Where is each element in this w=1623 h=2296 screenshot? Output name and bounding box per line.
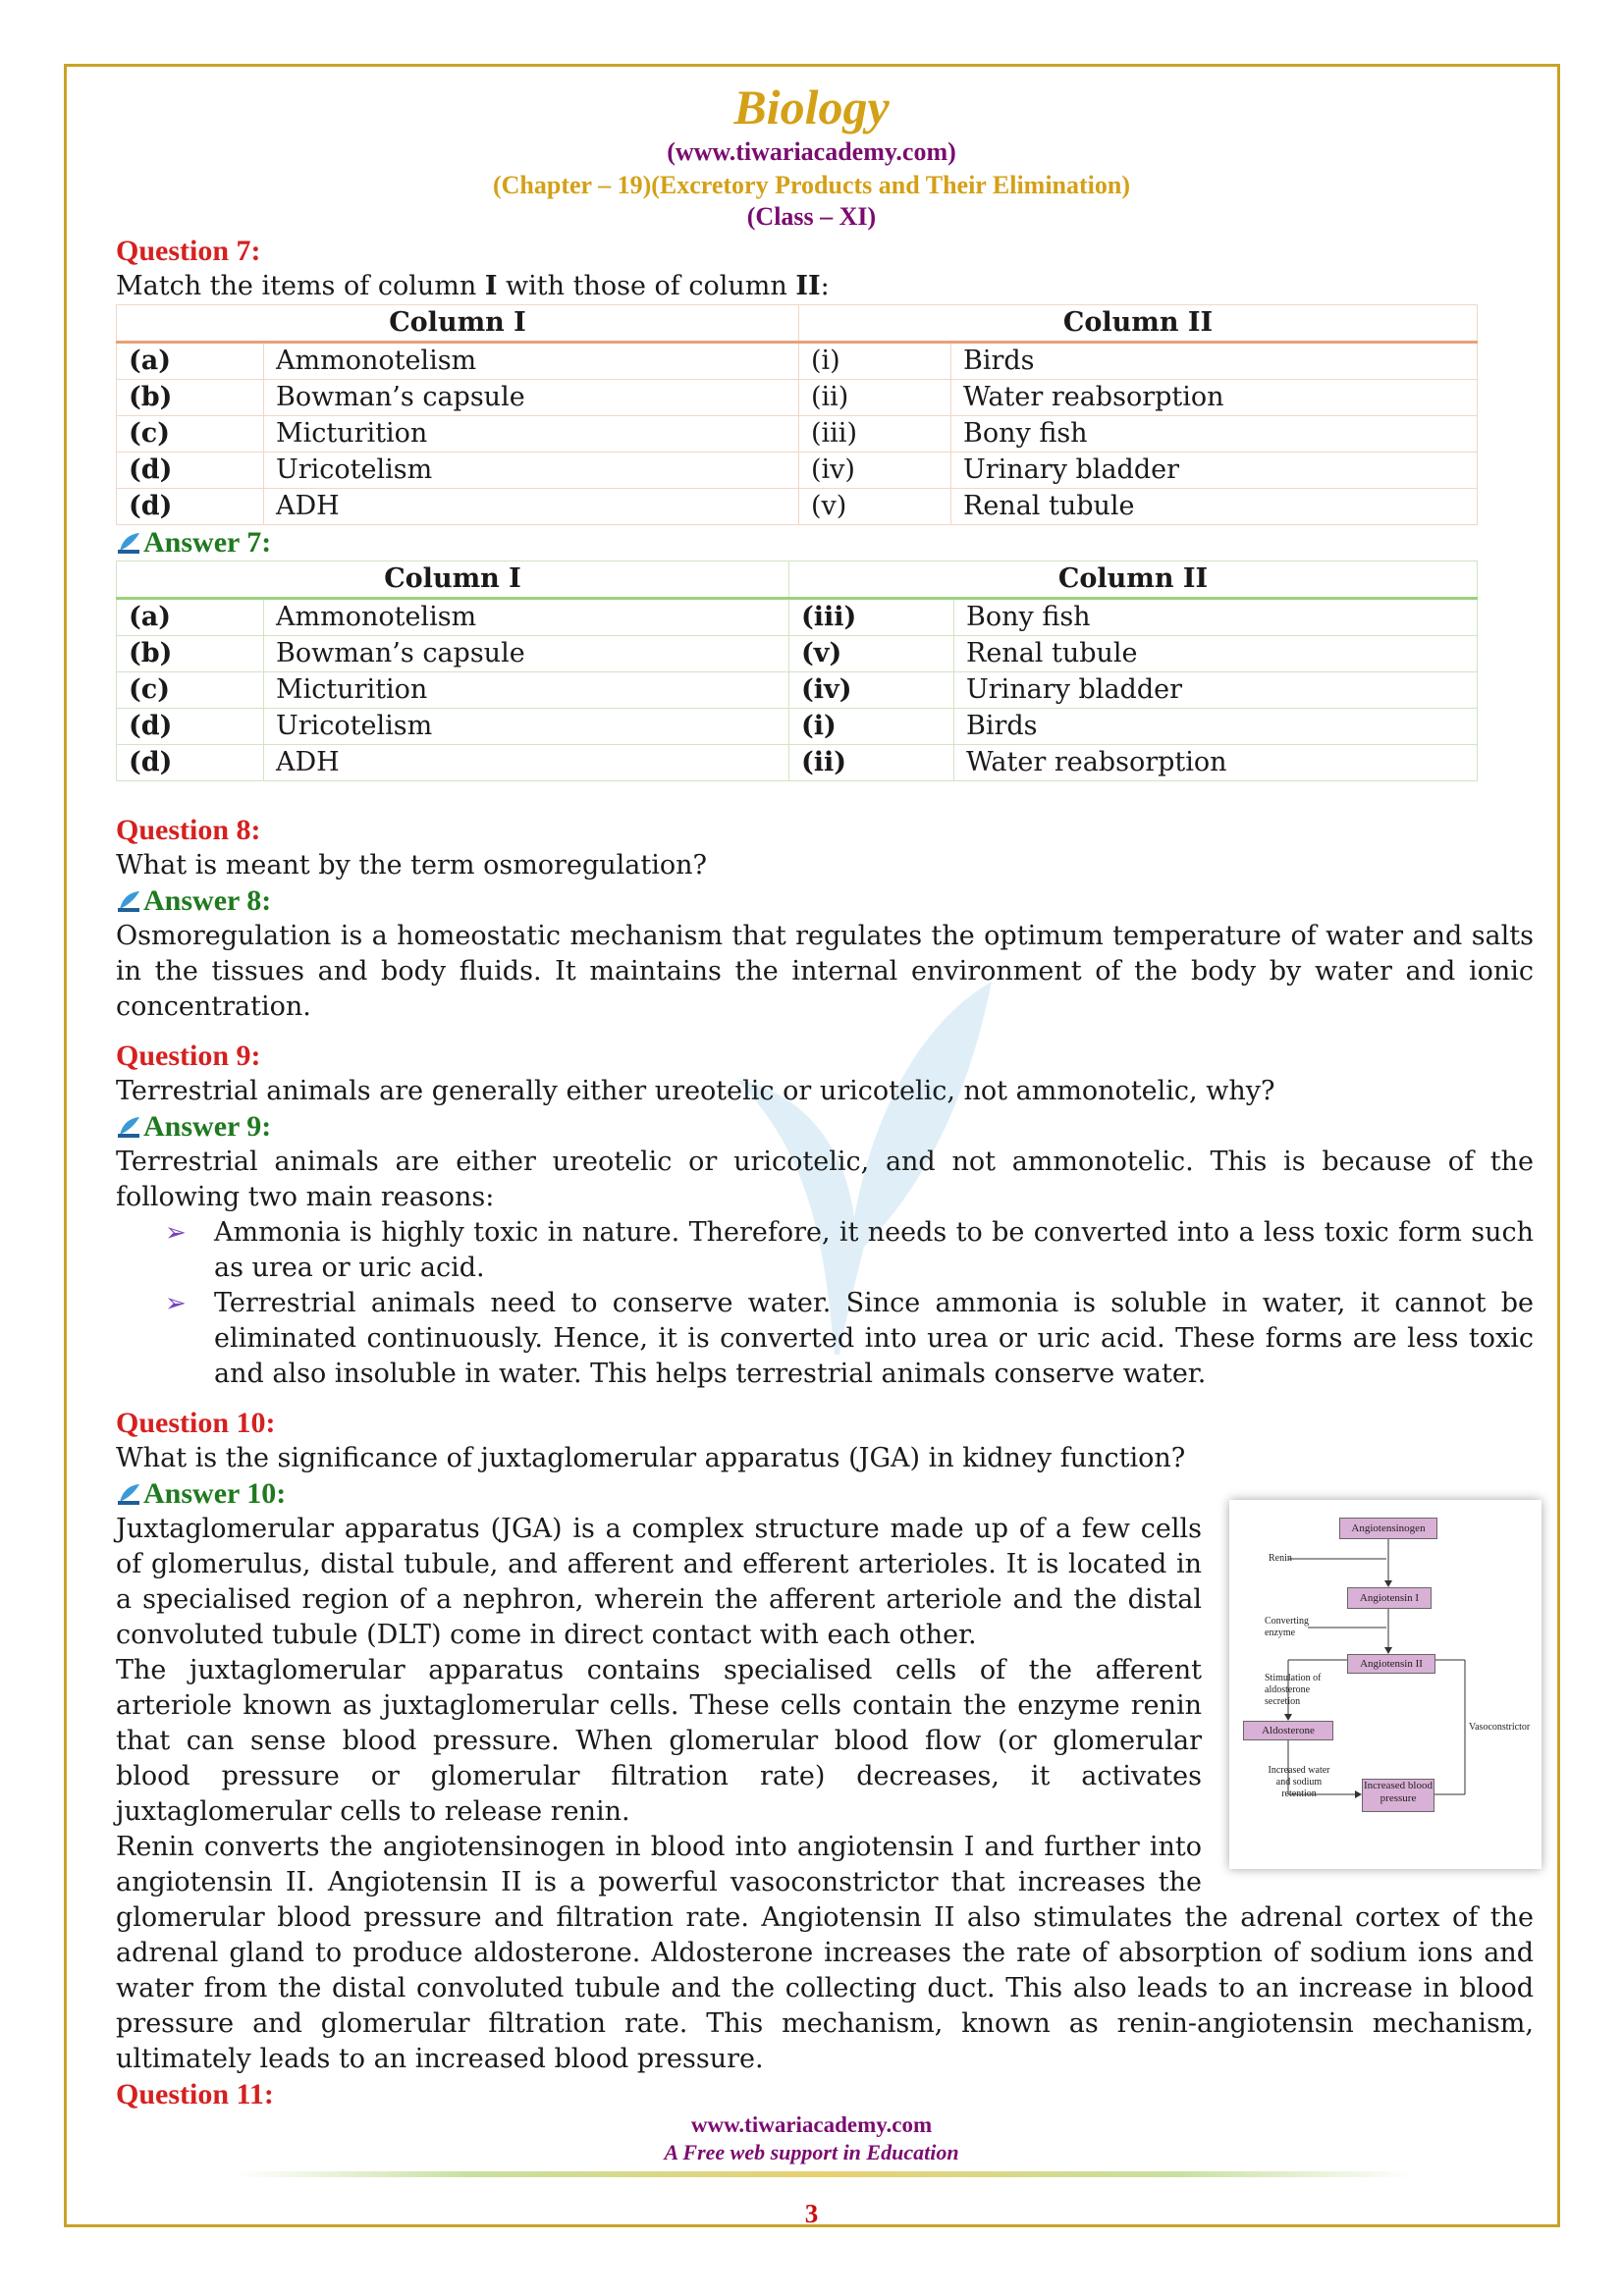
node-increased-bp: Increased blood pressure: [1362, 1779, 1434, 1812]
page-number: 3: [804, 2199, 819, 2228]
answer-10-paragraph-1: Juxtaglomerular apparatus (JGA) is a complex structure made up of a few cells of glomerulus, distal tubule, and afferent and efferent arterioles. It is located in a specialised region of a nephron, wherein the afferent arteriole and the distal convoluted tubule (DLT) come in direct contact with each other.: [116, 1514, 1202, 1650]
footer-divider: [236, 2171, 1414, 2177]
question-8-text: What is meant by the term osmoregulation?: [116, 850, 707, 881]
tiwari-logo-icon: [116, 1114, 141, 1140]
table-row: (a) Ammonotelism (iii) Bony fish: [117, 599, 1478, 636]
class-heading: (Class – XI): [746, 202, 877, 231]
footer-url: www.tiwariacademy.com: [690, 2112, 933, 2137]
renin-angiotensin-diagram: [1229, 1500, 1542, 1869]
table-row: (d) Uricotelism (iv) Urinary bladder: [117, 453, 1478, 489]
answer-10-label: Answer 10:: [116, 1476, 1534, 1512]
label-renin: Renin: [1269, 1553, 1292, 1564]
question-8-label: Question 8:: [116, 814, 261, 846]
header-url: (www.tiwariacademy.com): [667, 137, 956, 166]
chapter-heading: (Chapter – 19)(Excretory Products and Their Elimination): [492, 171, 1131, 199]
table-row: (d) Uricotelism (i) Birds: [117, 709, 1478, 745]
question-9-text: Terrestrial animals are generally either ureotelic or uricotelic, not ammonotelic, why?: [116, 1076, 1275, 1106]
label-increased-water: Increased water and sodium retention: [1268, 1765, 1330, 1799]
table-row: (b) Bowman’s capsule (v) Renal tubule: [117, 636, 1478, 672]
answer-7-table: [116, 561, 1478, 781]
page-title: Biology: [733, 80, 890, 134]
main-content: [116, 234, 1534, 2112]
column-header: Column I: [117, 561, 789, 599]
table-row: (c) Micturition (iii) Bony fish: [117, 416, 1478, 453]
node-angiotensinogen: Angiotensinogen: [1339, 1518, 1437, 1539]
answer-9-text: Terrestrial animals are either ureotelic or uricotelic, and not ammonotelic. This is because of the following two main reasons:: [116, 1147, 1534, 1212]
table-row: (d) ADH (v) Renal tubule: [117, 489, 1478, 525]
column-header: Column II: [789, 561, 1478, 599]
node-angiotensin-2: Angiotensin II: [1347, 1654, 1435, 1674]
column-header: Column II: [799, 305, 1478, 343]
table-row: (c) Micturition (iv) Urinary bladder: [117, 672, 1478, 709]
table-row: (a) Ammonotelism (i) Birds: [117, 343, 1478, 380]
answer-10-paragraph-2: The juxtaglomerular apparatus contains specialised cells of the afferent arteriole known as juxtaglomerular cells. These cells contain the enzyme renin that can sense blood pressure. When glomerular blood flow (or glomerular blood pressure or glomerular filtration rate) decreases, it activates juxtaglomerular cells to release renin.: [116, 1655, 1202, 1827]
question-7-label: Question 7:: [116, 235, 261, 267]
label-vasoconstrictor: Vasoconstrictor: [1469, 1722, 1531, 1733]
table-row: (b) Bowman’s capsule (ii) Water reabsorption: [117, 380, 1478, 416]
tiwari-logo-icon: [116, 888, 141, 914]
question-10-text: What is the significance of juxtaglomerular apparatus (JGA) in kidney function?: [116, 1443, 1186, 1473]
question-9-label: Question 9:: [116, 1040, 261, 1072]
question-7-table: [116, 304, 1478, 525]
question-7-prompt: Match the items of column I with those of column II:: [116, 271, 830, 301]
column-header: Column I: [117, 305, 799, 343]
answer-10-paragraph-3: Renin converts the angiotensinogen in blood into angiotensin I and further into angiotensin II. Angiotensin II is a powerful vasoconstrictor that increases the glomerular blood pressure and filtration rate. Angiotensin II also stimulates the adrenal cortex of the adrenal gland to produce aldosterone. Aldosterone increases the rate of absorption of sodium ions and water from the distal convoluted tubule and the collecting duct. This also leads to an increase in blood pressure and glomerular filtration rate. This mechanism, known as renin-angiotensin mechanism, ultimately leads to an increased blood pressure.: [116, 1832, 1534, 2074]
label-stimulation: Stimulation of aldosterone secretion: [1265, 1673, 1322, 1707]
answer-9-label: Answer 9:: [116, 1109, 1534, 1145]
answer-9-points: [116, 1215, 1534, 1392]
list-item: ➢ Terrestrial animals need to conserve water. Since ammonia is soluble in water, it cannot be eliminated continuously. Hence, it is converted into urea or uric acid. These forms are less toxic and also insoluble in water. This helps terrestrial animals conserve water.: [165, 1286, 1534, 1392]
label-converting-enzyme: Converting enzyme: [1265, 1616, 1309, 1638]
question-10-label: Question 10:: [116, 1407, 276, 1439]
tiwari-logo-icon: [116, 1481, 141, 1507]
answer-8-text: Osmoregulation is a homeostatic mechanism that regulates the optimum temperature of water and salts in the tissues and body fluids. It maintains the internal environment of the body by water and ionic concentration.: [116, 921, 1534, 1022]
table-row: (d) ADH (ii) Water reabsorption: [117, 745, 1478, 781]
list-item: ➢ Ammonia is highly toxic in nature. Therefore, it needs to be converted into a less toxic form such as urea or uric acid.: [165, 1215, 1534, 1286]
tiwari-logo-icon: [116, 530, 141, 556]
node-aldosterone: Aldosterone: [1243, 1721, 1333, 1740]
node-angiotensin-1: Angiotensin I: [1347, 1587, 1432, 1609]
question-11-label: Question 11:: [116, 2078, 274, 2110]
answer-7-label: Answer 7:: [116, 525, 1534, 561]
answer-8-label: Answer 8:: [116, 883, 1534, 919]
footer-tagline: A Free web support in Education: [664, 2140, 959, 2164]
